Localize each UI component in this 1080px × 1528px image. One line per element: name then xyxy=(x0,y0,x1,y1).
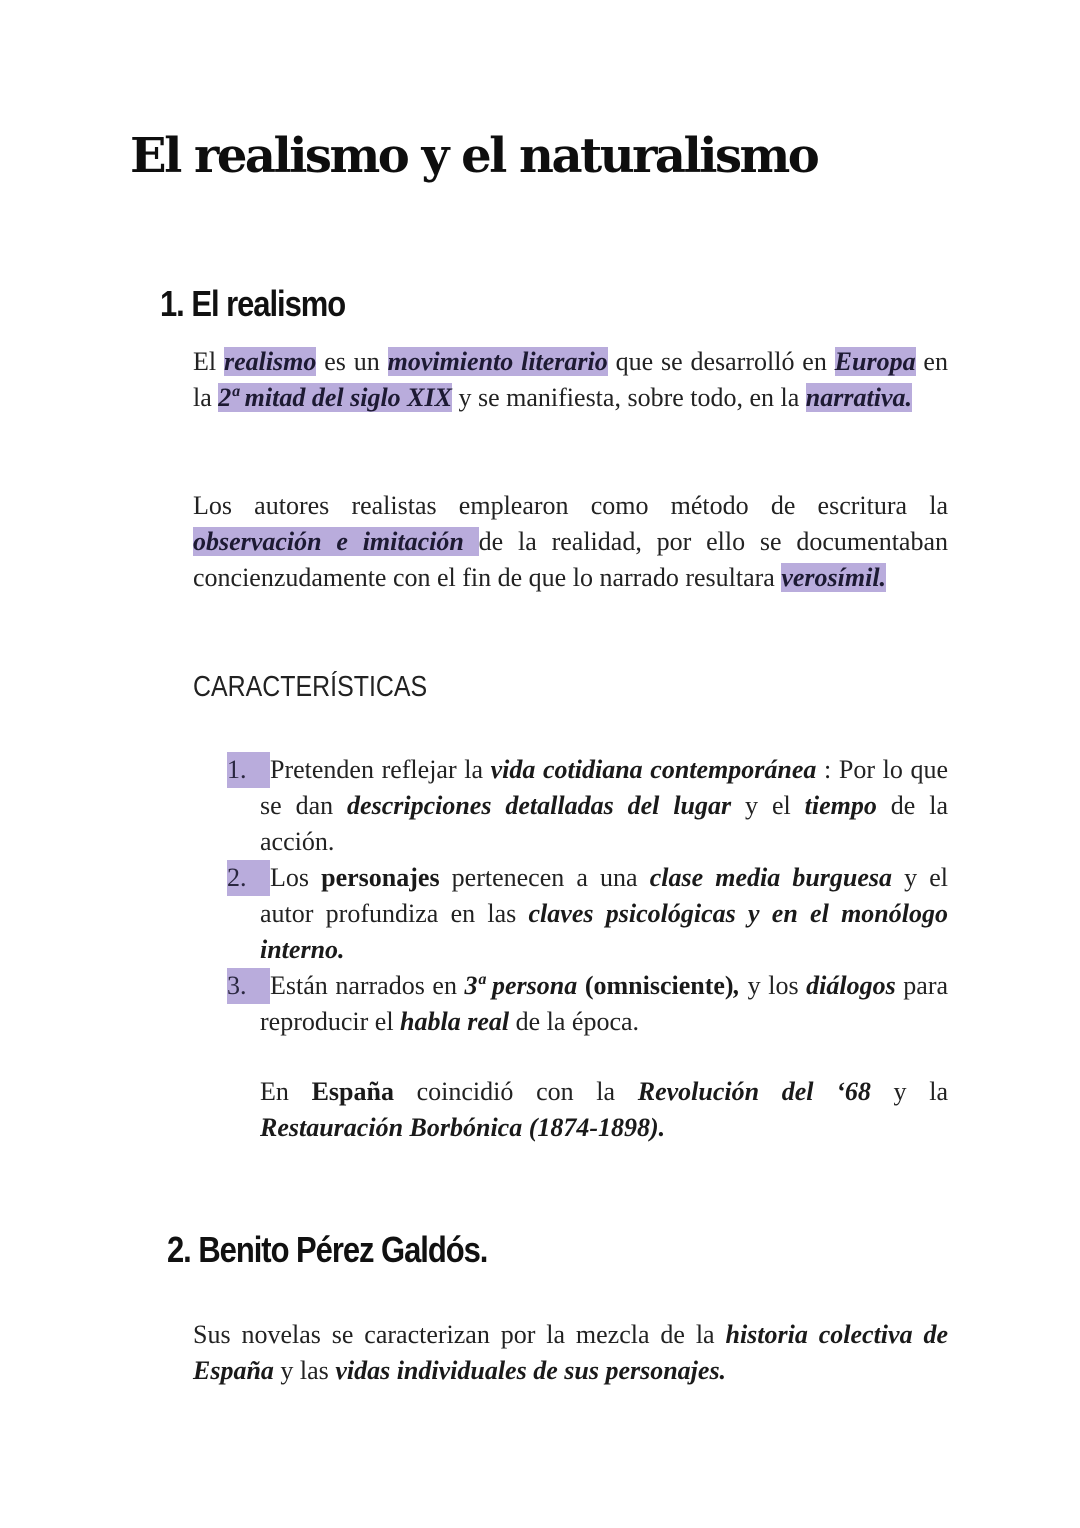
highlight-movimiento-literario: movimiento literario xyxy=(387,347,608,376)
document-title: El realismo y el naturalismo xyxy=(130,128,818,184)
list-number: 2. xyxy=(227,860,270,896)
text-run: Los xyxy=(270,863,322,892)
characteristics-list xyxy=(193,752,948,1040)
text-run: y el xyxy=(731,791,805,820)
emphasis: vidas individuales de sus personajes. xyxy=(335,1356,727,1385)
text-run: en la xyxy=(193,347,948,412)
text-run: El xyxy=(193,347,224,376)
text-run: y la xyxy=(870,1077,948,1106)
text-run: que se desarrolló en xyxy=(607,347,835,376)
emphasis: , xyxy=(733,971,741,1000)
emphasis: 3ª persona xyxy=(464,971,578,1000)
text-run: y las xyxy=(273,1356,336,1385)
text-run: En xyxy=(260,1077,312,1106)
text-run xyxy=(577,971,585,1000)
paragraph-method xyxy=(193,488,948,596)
text-run: Los autores realistas emplearon como método de escritura la xyxy=(193,491,948,520)
emphasis: habla real xyxy=(400,1007,510,1036)
text-run: y los xyxy=(740,971,807,1000)
highlight-europa: Europa xyxy=(834,347,916,376)
text-run: Sus novelas se caracterizan por la mezcla de la xyxy=(193,1320,726,1349)
bold-text: (omnisciente) xyxy=(584,971,734,1000)
emphasis: diálogos xyxy=(806,971,896,1000)
text-run: y el autor profundiza en las xyxy=(260,863,949,928)
highlight-siglo-xix: 2ª mitad del siglo XIX xyxy=(218,383,452,412)
emphasis: claves psicológicas y en el monólogo interno. xyxy=(260,899,948,964)
list-item-text xyxy=(260,968,948,1040)
text-run: de la acción. xyxy=(260,791,948,856)
emphasis: Revolución del ‘68 xyxy=(637,1077,871,1106)
characteristics-heading: CARACTERÍSTICAS xyxy=(193,671,428,703)
text-run: y se manifiesta, sobre todo, en la xyxy=(452,383,806,412)
text-run: pertenecen a una xyxy=(439,863,650,892)
list-item-text xyxy=(260,752,948,860)
text-run: para reproducir el xyxy=(260,971,949,1036)
section-heading-galdos: 2. Benito Pérez Galdós. xyxy=(167,1229,488,1270)
text-run: de la realidad, por ello se documentaban concienzudamente con el fin de que lo narrado resultara xyxy=(193,527,948,592)
list-item xyxy=(193,860,948,968)
bold-text: personajes xyxy=(321,863,440,892)
text-run: : Por lo que se dan xyxy=(260,755,948,820)
highlight-narrativa: narrativa. xyxy=(805,383,912,412)
text-run: de la época. xyxy=(509,1007,640,1036)
text-run: Están narrados en xyxy=(270,971,465,1000)
emphasis: descripciones detalladas del lugar xyxy=(347,791,732,820)
emphasis: Restauración Borbónica (1874-1898). xyxy=(260,1113,666,1142)
list-item xyxy=(193,752,948,860)
emphasis: vida cotidiana contemporánea xyxy=(490,755,817,784)
paragraph-galdos xyxy=(193,1317,948,1389)
text-run: es un xyxy=(316,347,388,376)
highlight-observacion: observación e imitación xyxy=(193,527,479,556)
text-run: coincidió con la xyxy=(393,1077,638,1106)
paragraph-definition xyxy=(193,344,948,416)
list-item-text xyxy=(260,860,948,968)
list-number: 3. xyxy=(227,968,270,1004)
list-item xyxy=(193,968,948,1040)
emphasis: tiempo xyxy=(804,791,877,820)
text-run: Pretenden reflejar la xyxy=(270,755,491,784)
highlight-realismo: realismo xyxy=(223,347,317,376)
highlight-verosimil: verosímil. xyxy=(781,563,887,592)
paragraph-spain xyxy=(260,1074,948,1146)
emphasis: historia colectiva de España xyxy=(193,1320,948,1385)
bold-text: España xyxy=(311,1077,394,1106)
section-heading-realismo: 1. El realismo xyxy=(160,283,346,324)
list-number: 1. xyxy=(227,752,270,788)
emphasis: clase media burguesa xyxy=(649,863,893,892)
